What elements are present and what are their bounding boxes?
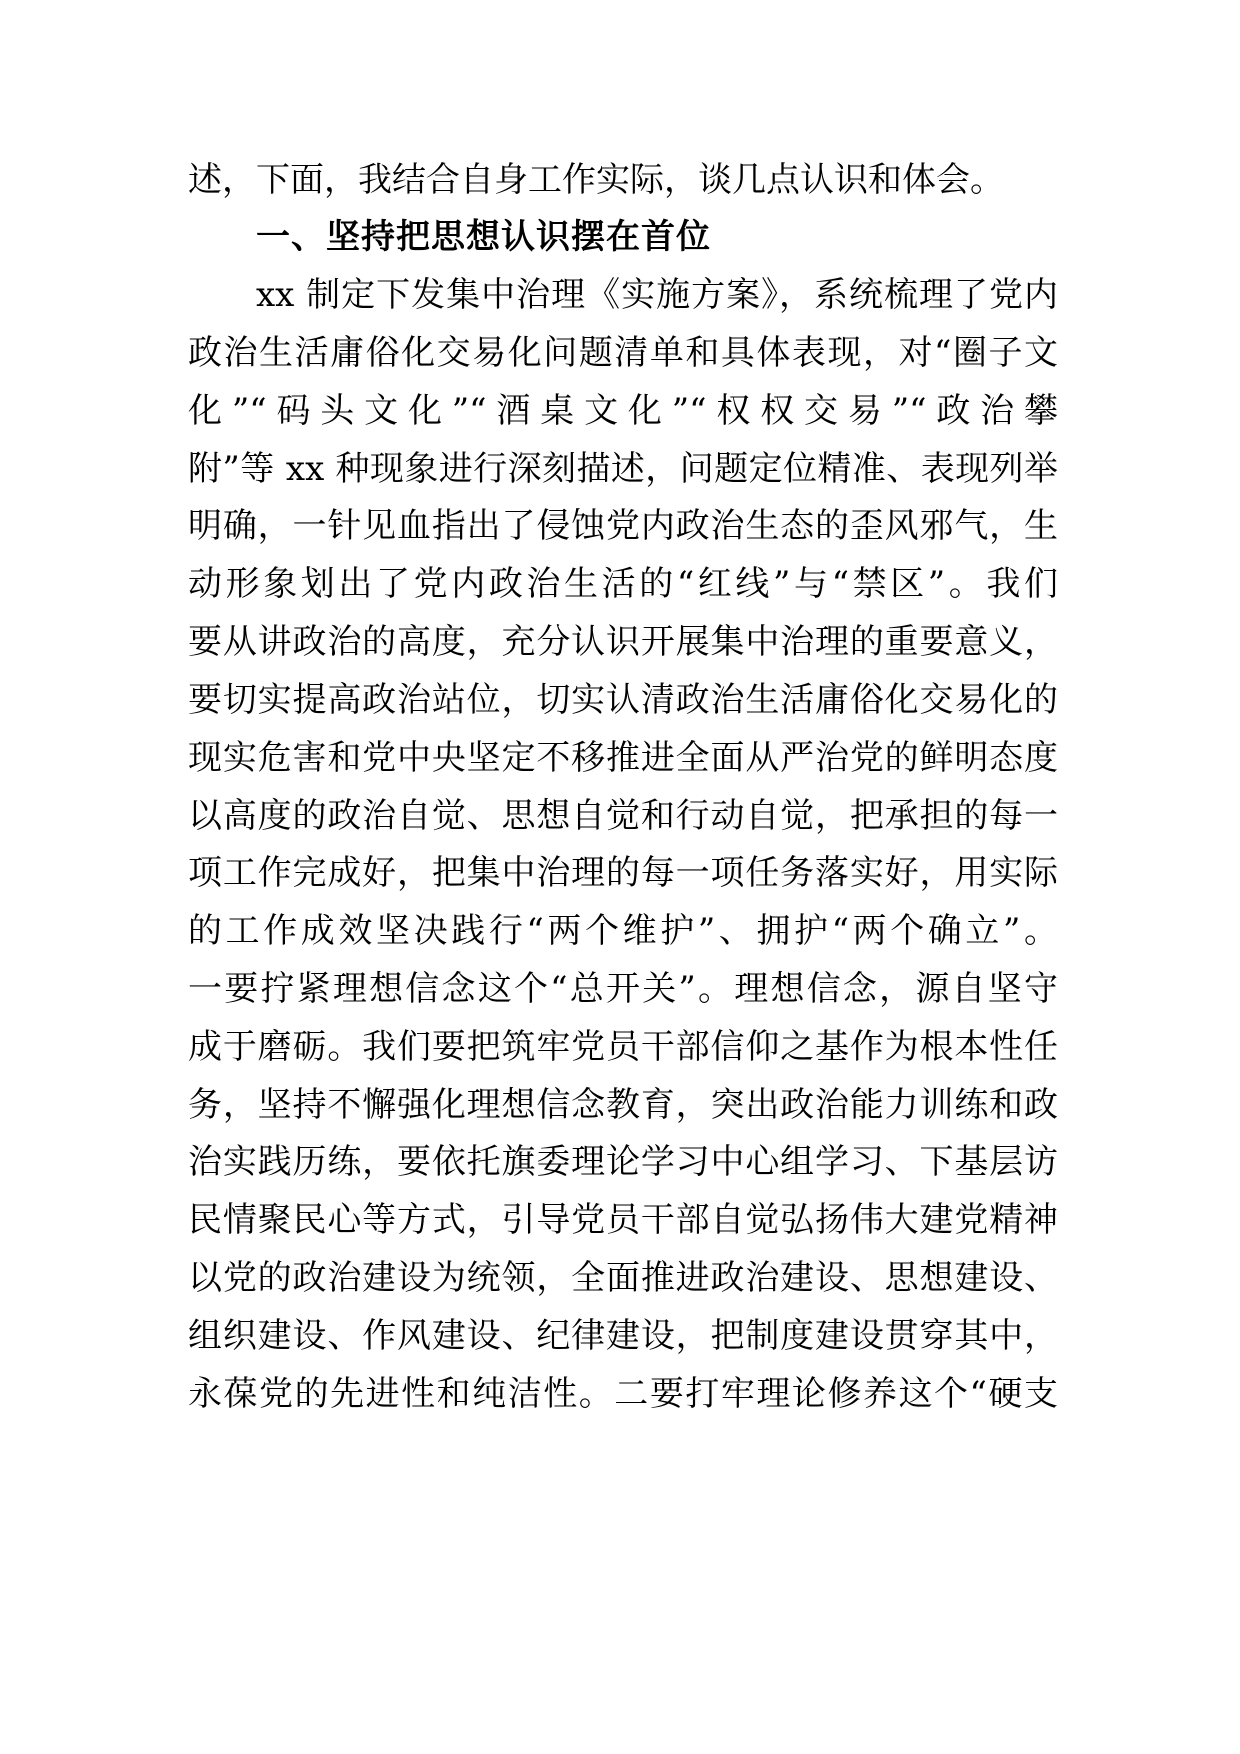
text-line: 治实践历练，要依托旗委理论学习中心组学习、下基层访 <box>188 1142 1058 1182</box>
text-line: 一要拧紧理想信念这个“总开关”。理想信念，源自坚守 <box>188 969 1058 1009</box>
text-line: 述，下面，我结合自身工作实际，谈几点认识和体会。 <box>188 160 1004 200</box>
text-line: 务，坚持不懈强化理想信念教育，突出政治能力训练和政 <box>188 1085 1058 1125</box>
text-line: 的工作成效坚决践行“两个维护”、拥护“两个确立”。 <box>188 911 1058 951</box>
text-line: 以高度的政治自觉、思想自觉和行动自觉，把承担的每一 <box>188 796 1058 836</box>
text-line: 永葆党的先进性和纯洁性。二要打牢理论修养这个“硬支 <box>188 1374 1058 1414</box>
text-line: 要从讲政治的高度，充分认识开展集中治理的重要意义， <box>188 622 1058 662</box>
text-line: 现实危害和党中央坚定不移推进全面从严治党的鲜明态度 <box>188 738 1058 778</box>
text-line: 化”“码头文化”“酒桌文化”“权权交易”“政治攀 <box>188 391 1058 431</box>
text-line: 民情聚民心等方式，引导党员干部自觉弘扬伟大建党精神 <box>188 1200 1058 1240</box>
text-line: 政治生活庸俗化交易化问题清单和具体表现，对“圈子文 <box>188 333 1058 373</box>
section-heading: 一、坚持把思想认识摆在首位 <box>256 217 711 257</box>
text-line: 明确，一针见血指出了侵蚀党内政治生态的歪风邪气，生 <box>188 506 1058 546</box>
text-line: 组织建设、作风建设、纪律建设，把制度建设贯穿其中， <box>188 1316 1058 1356</box>
text-line: 项工作完成好，把集中治理的每一项任务落实好，用实际 <box>188 853 1058 893</box>
text-line: 要切实提高政治站位，切实认清政治生活庸俗化交易化的 <box>188 680 1058 720</box>
text-line: 成于磨砺。我们要把筑牢党员干部信仰之基作为根本性任 <box>188 1027 1058 1067</box>
text-line: 以党的政治建设为统领，全面推进政治建设、思想建设、 <box>188 1258 1058 1298</box>
text-line: 动形象划出了党内政治生活的“红线”与“禁区”。我们 <box>188 564 1058 604</box>
text-line: xx 制定下发集中治理《实施方案》，系统梳理了党内 <box>256 275 1058 315</box>
text-line: 附”等 xx 种现象进行深刻描述，问题定位精准、表现列举 <box>188 449 1058 489</box>
